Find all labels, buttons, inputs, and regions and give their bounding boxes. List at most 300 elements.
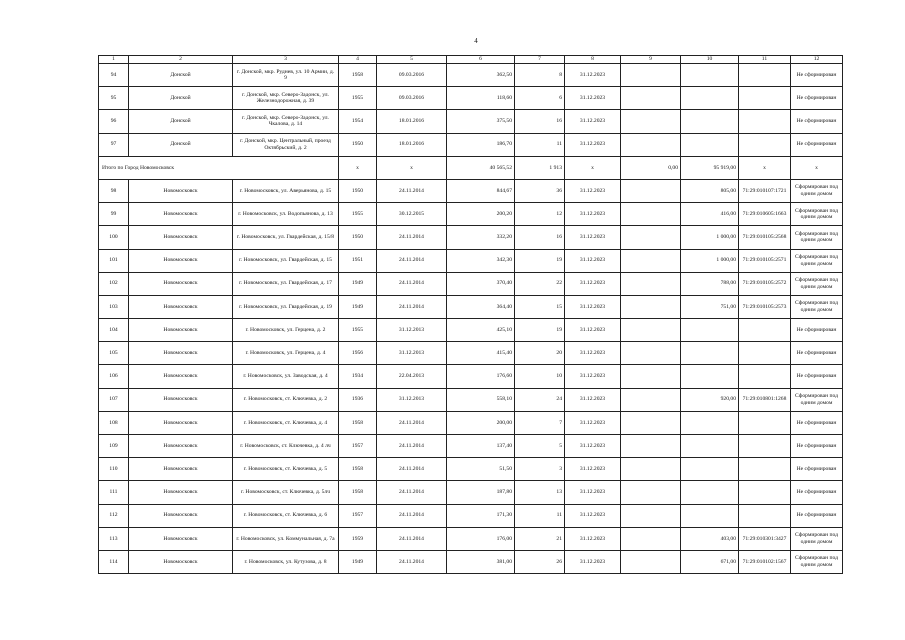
area-cell: 200,00 — [447, 411, 515, 434]
deadline-cell: 31.12.2023 — [565, 388, 621, 411]
cadastral-number-cell: 71:29:010105:2573 — [739, 295, 791, 318]
cadastral-number-cell — [739, 133, 791, 156]
page-number: 4 — [474, 37, 478, 45]
col9-cell — [621, 550, 681, 573]
residents-cell: 19 — [515, 319, 565, 342]
cadastral-number-cell — [739, 504, 791, 527]
residents-cell: 16 — [515, 226, 565, 249]
subtotal-area: 40 565,52 — [447, 156, 515, 179]
deadline-cell: 31.12.2023 — [565, 179, 621, 202]
address-cell: г. Новомосковск, ул. Гвардейская, д. 19 — [233, 295, 339, 318]
date-cell: 24.11.2014 — [377, 295, 447, 318]
cadastral-number-cell — [739, 87, 791, 110]
land-area-cell — [681, 133, 739, 156]
table-row — [99, 458, 843, 481]
column-header: 2 — [129, 56, 233, 64]
land-status-cell: Не сформирован — [791, 435, 843, 458]
column-header: 6 — [447, 56, 515, 64]
subtotal-col9: 0,00 — [621, 156, 681, 179]
row-number: 95 — [99, 87, 129, 110]
municipality-cell: Донской — [129, 64, 233, 87]
date-cell: 24.11.2014 — [377, 458, 447, 481]
land-status-cell: Сформирован под одним домом — [791, 272, 843, 295]
land-area-cell: 920,00 — [681, 388, 739, 411]
build-year-cell: 1936 — [339, 388, 377, 411]
area-cell: 844,67 — [447, 179, 515, 202]
address-cell: г. Новомосковск, ст. Ключевка, д. 6 — [233, 504, 339, 527]
deadline-cell: 31.12.2023 — [565, 481, 621, 504]
cadastral-number-cell — [739, 435, 791, 458]
land-status-cell: Сформирован под одним домом — [791, 249, 843, 272]
col9-cell — [621, 110, 681, 133]
row-number: 97 — [99, 133, 129, 156]
build-year-cell: 1955 — [339, 319, 377, 342]
address-cell: г. Новомосковск, ул. Герцена, д. 2 — [233, 319, 339, 342]
table-row — [99, 110, 843, 133]
municipality-cell: Новомосковск — [129, 319, 233, 342]
land-area-cell — [681, 110, 739, 133]
row-number: 112 — [99, 504, 129, 527]
date-cell: 09.03.2016 — [377, 87, 447, 110]
row-number: 102 — [99, 272, 129, 295]
table-row — [99, 64, 843, 87]
table-row — [99, 481, 843, 504]
table-row — [99, 203, 843, 226]
build-year-cell: 1951 — [339, 249, 377, 272]
land-area-cell: 1 000,00 — [681, 249, 739, 272]
municipality-cell: Новомосковск — [129, 226, 233, 249]
row-number: 96 — [99, 110, 129, 133]
subtotal-deadline: x — [565, 156, 621, 179]
deadline-cell: 31.12.2023 — [565, 550, 621, 573]
area-cell: 332,20 — [447, 226, 515, 249]
address-cell: г. Новомосковск, ул. Кутузова, д. 8 — [233, 550, 339, 573]
build-year-cell: 1955 — [339, 87, 377, 110]
land-status-cell: Не сформирован — [791, 64, 843, 87]
land-status-cell: Сформирован под одним домом — [791, 203, 843, 226]
address-cell: г. Новомосковск, ст. Ключевка, д. 5лч — [233, 481, 339, 504]
municipality-cell: Новомосковск — [129, 435, 233, 458]
cadastral-number-cell — [739, 411, 791, 434]
col9-cell — [621, 411, 681, 434]
build-year-cell: 1958 — [339, 411, 377, 434]
housing-registry-table — [98, 55, 843, 574]
row-number: 110 — [99, 458, 129, 481]
deadline-cell: 31.12.2023 — [565, 527, 621, 550]
deadline-cell: 31.12.2023 — [565, 411, 621, 434]
address-cell: г. Новомосковск, ст. Ключевка, д. 5 — [233, 458, 339, 481]
col9-cell — [621, 365, 681, 388]
column-header: 11 — [739, 56, 791, 64]
column-header: 4 — [339, 56, 377, 64]
row-number: 109 — [99, 435, 129, 458]
table-row — [99, 319, 843, 342]
land-status-cell: Сформирован под одним домом — [791, 527, 843, 550]
deadline-cell: 31.12.2023 — [565, 64, 621, 87]
land-status-cell: Не сформирован — [791, 87, 843, 110]
residents-cell: 22 — [515, 272, 565, 295]
table-row — [99, 527, 843, 550]
date-cell: 31.12.2013 — [377, 319, 447, 342]
table-row — [99, 365, 843, 388]
column-header: 3 — [233, 56, 339, 64]
build-year-cell: 1949 — [339, 550, 377, 573]
build-year-cell: 1957 — [339, 504, 377, 527]
municipality-cell: Новомосковск — [129, 365, 233, 388]
land-area-cell: 751,00 — [681, 295, 739, 318]
deadline-cell: 31.12.2023 — [565, 203, 621, 226]
cadastral-number-cell: 71:29:010105:2568 — [739, 226, 791, 249]
residents-cell: 11 — [515, 133, 565, 156]
land-status-cell: Не сформирован — [791, 342, 843, 365]
cadastral-number-cell: 71:29:010605:1663 — [739, 203, 791, 226]
address-cell: г. Новомосковск, ул. Заводская, д. 4 — [233, 365, 339, 388]
column-header: 10 — [681, 56, 739, 64]
build-year-cell: 1959 — [339, 527, 377, 550]
area-cell: 415,40 — [447, 342, 515, 365]
table-row — [99, 388, 843, 411]
date-cell: 24.11.2014 — [377, 226, 447, 249]
land-status-cell: Сформирован под одним домом — [791, 226, 843, 249]
cadastral-number-cell: 71:29:010301:3427 — [739, 527, 791, 550]
col9-cell — [621, 133, 681, 156]
land-status-cell: Сформирован под одним домом — [791, 179, 843, 202]
address-cell: г. Новомосковск, ст. Ключевка, д. 4 лч — [233, 435, 339, 458]
date-cell: 24.11.2014 — [377, 550, 447, 573]
column-header: 7 — [515, 56, 565, 64]
build-year-cell: 1950 — [339, 133, 377, 156]
table-row — [99, 87, 843, 110]
area-cell: 171,30 — [447, 504, 515, 527]
table-row — [99, 342, 843, 365]
row-number: 101 — [99, 249, 129, 272]
col9-cell — [621, 319, 681, 342]
cadastral-number-cell — [739, 481, 791, 504]
date-cell: 31.12.2013 — [377, 388, 447, 411]
row-number: 111 — [99, 481, 129, 504]
land-area-cell: 416,00 — [681, 203, 739, 226]
residents-cell: 24 — [515, 388, 565, 411]
residents-cell: 21 — [515, 527, 565, 550]
residents-cell: 19 — [515, 249, 565, 272]
subtotal-status: x — [791, 156, 843, 179]
table-row — [99, 133, 843, 156]
build-year-cell: 1958 — [339, 458, 377, 481]
date-cell: 24.11.2014 — [377, 527, 447, 550]
residents-cell: 11 — [515, 504, 565, 527]
residents-cell: 36 — [515, 179, 565, 202]
row-number: 94 — [99, 64, 129, 87]
deadline-cell: 31.12.2023 — [565, 365, 621, 388]
row-number: 103 — [99, 295, 129, 318]
land-status-cell: Не сформирован — [791, 481, 843, 504]
deadline-cell: 31.12.2023 — [565, 249, 621, 272]
date-cell: 24.11.2014 — [377, 179, 447, 202]
cadastral-number-cell — [739, 319, 791, 342]
cadastral-number-cell: 71:29:010801:1268 — [739, 388, 791, 411]
land-area-cell: 1 000,00 — [681, 226, 739, 249]
col9-cell — [621, 504, 681, 527]
land-area-cell: 805,00 — [681, 179, 739, 202]
date-cell: 22.04.2013 — [377, 365, 447, 388]
residents-cell: 3 — [515, 458, 565, 481]
land-area-cell — [681, 504, 739, 527]
date-cell: 24.11.2014 — [377, 435, 447, 458]
build-year-cell: 1955 — [339, 203, 377, 226]
col9-cell — [621, 435, 681, 458]
address-cell: г. Новомосковск, ул. Водопьянова, д. 13 — [233, 203, 339, 226]
date-cell: 18.01.2016 — [377, 133, 447, 156]
land-area-cell: 403,00 — [681, 527, 739, 550]
municipality-cell: Новомосковск — [129, 203, 233, 226]
column-header: 8 — [565, 56, 621, 64]
build-year-cell: 1957 — [339, 435, 377, 458]
table-row — [99, 550, 843, 573]
col9-cell — [621, 342, 681, 365]
address-cell: г. Новомосковск, ул. Герцена, д. 4 — [233, 342, 339, 365]
municipality-cell: Донской — [129, 133, 233, 156]
subtotal-date: x — [377, 156, 447, 179]
deadline-cell: 31.12.2023 — [565, 226, 621, 249]
row-number: 98 — [99, 179, 129, 202]
address-cell: г. Новомосковск, ул. Гвардейская, д. 15 — [233, 249, 339, 272]
land-area-cell — [681, 481, 739, 504]
address-cell: г. Новомосковск, ст. Ключевка, д. 4 — [233, 411, 339, 434]
area-cell: 362,50 — [447, 64, 515, 87]
date-cell: 18.01.2016 — [377, 110, 447, 133]
land-status-cell: Не сформирован — [791, 504, 843, 527]
deadline-cell: 31.12.2023 — [565, 435, 621, 458]
cadastral-number-cell: 71:29:010102:1567 — [739, 550, 791, 573]
col9-cell — [621, 527, 681, 550]
subtotal-col11: x — [739, 156, 791, 179]
date-cell: 24.11.2014 — [377, 272, 447, 295]
area-cell: 425,10 — [447, 319, 515, 342]
area-cell: 137,40 — [447, 435, 515, 458]
municipality-cell: Новомосковск — [129, 481, 233, 504]
area-cell: 186,70 — [447, 133, 515, 156]
col9-cell — [621, 87, 681, 110]
area-cell: 187,80 — [447, 481, 515, 504]
cadastral-number-cell — [739, 365, 791, 388]
municipality-cell: Донской — [129, 87, 233, 110]
land-area-cell: 671,00 — [681, 550, 739, 573]
date-cell: 09.03.2016 — [377, 64, 447, 87]
build-year-cell: 1958 — [339, 481, 377, 504]
municipality-cell: Новомосковск — [129, 295, 233, 318]
col9-cell — [621, 388, 681, 411]
land-status-cell: Не сформирован — [791, 411, 843, 434]
table-body — [99, 64, 843, 574]
residents-cell: 8 — [515, 64, 565, 87]
deadline-cell: 31.12.2023 — [565, 110, 621, 133]
municipality-cell: Новомосковск — [129, 458, 233, 481]
build-year-cell: 1949 — [339, 272, 377, 295]
date-cell: 24.11.2014 — [377, 504, 447, 527]
row-number: 99 — [99, 203, 129, 226]
deadline-cell: 31.12.2023 — [565, 342, 621, 365]
land-area-cell — [681, 458, 739, 481]
row-number: 104 — [99, 319, 129, 342]
land-status-cell: Сформирован под одним домом — [791, 550, 843, 573]
land-area-cell — [681, 64, 739, 87]
deadline-cell: 31.12.2023 — [565, 272, 621, 295]
build-year-cell: 1958 — [339, 64, 377, 87]
deadline-cell: 31.12.2023 — [565, 458, 621, 481]
municipality-cell: Новомосковск — [129, 550, 233, 573]
cadastral-number-cell — [739, 110, 791, 133]
area-cell: 370,40 — [447, 272, 515, 295]
build-year-cell: 1950 — [339, 226, 377, 249]
build-year-cell: 1934 — [339, 365, 377, 388]
row-number: 114 — [99, 550, 129, 573]
column-number-row — [99, 56, 843, 64]
column-header: 12 — [791, 56, 843, 64]
col9-cell — [621, 64, 681, 87]
subtotal-row — [99, 156, 843, 179]
land-area-cell — [681, 87, 739, 110]
deadline-cell: 31.12.2023 — [565, 133, 621, 156]
municipality-cell: Новомосковск — [129, 411, 233, 434]
date-cell: 24.11.2014 — [377, 481, 447, 504]
col9-cell — [621, 179, 681, 202]
municipality-cell: Донской — [129, 110, 233, 133]
residents-cell: 15 — [515, 295, 565, 318]
cadastral-number-cell — [739, 342, 791, 365]
area-cell: 200,20 — [447, 203, 515, 226]
residents-cell: 10 — [515, 365, 565, 388]
residents-cell: 13 — [515, 481, 565, 504]
subtotal-count: 1 913 — [515, 156, 565, 179]
col9-cell — [621, 458, 681, 481]
municipality-cell: Новомосковск — [129, 388, 233, 411]
col9-cell — [621, 226, 681, 249]
residents-cell: 6 — [515, 87, 565, 110]
residents-cell: 5 — [515, 435, 565, 458]
municipality-cell: Новомосковск — [129, 179, 233, 202]
address-cell: г. Новомосковск, ул. Коммунальная, д. 7а — [233, 527, 339, 550]
build-year-cell: 1949 — [339, 295, 377, 318]
municipality-cell: Новомосковск — [129, 272, 233, 295]
residents-cell: 12 — [515, 203, 565, 226]
land-status-cell: Не сформирован — [791, 365, 843, 388]
area-cell: 342,30 — [447, 249, 515, 272]
row-number: 107 — [99, 388, 129, 411]
column-header: 5 — [377, 56, 447, 64]
row-number: 100 — [99, 226, 129, 249]
subtotal-label: Итого по Город Новомосковск — [99, 156, 339, 179]
land-area-cell — [681, 411, 739, 434]
land-area-cell — [681, 342, 739, 365]
area-cell: 558,10 — [447, 388, 515, 411]
address-cell: г. Новомосковск, ст. Ключевка, д. 2 — [233, 388, 339, 411]
address-cell: г. Донской, мкр. Северо-Задонск, ул. Железнодорожная, д. 39 — [233, 87, 339, 110]
table-row — [99, 226, 843, 249]
residents-cell: 16 — [515, 110, 565, 133]
municipality-cell: Новомосковск — [129, 527, 233, 550]
col9-cell — [621, 249, 681, 272]
area-cell: 51,50 — [447, 458, 515, 481]
area-cell: 364,40 — [447, 295, 515, 318]
area-cell: 375,50 — [447, 110, 515, 133]
residents-cell: 7 — [515, 411, 565, 434]
land-area-cell — [681, 435, 739, 458]
deadline-cell: 31.12.2023 — [565, 87, 621, 110]
cadastral-number-cell — [739, 458, 791, 481]
land-status-cell: Не сформирован — [791, 458, 843, 481]
residents-cell: 20 — [515, 342, 565, 365]
residents-cell: 26 — [515, 550, 565, 573]
build-year-cell: 1954 — [339, 110, 377, 133]
address-cell: г. Новомосковск, ул. Гвардейская, д. 17 — [233, 272, 339, 295]
table-row — [99, 272, 843, 295]
date-cell: 31.12.2013 — [377, 342, 447, 365]
land-area-cell — [681, 319, 739, 342]
col9-cell — [621, 203, 681, 226]
table-row — [99, 179, 843, 202]
subtotal-col10: 95 919,00 — [681, 156, 739, 179]
date-cell: 24.11.2014 — [377, 411, 447, 434]
municipality-cell: Новомосковск — [129, 504, 233, 527]
land-status-cell: Сформирован под одним домом — [791, 388, 843, 411]
address-cell: г. Донской, мкр. Центральный, проезд Октябрьский, д. 2 — [233, 133, 339, 156]
cadastral-number-cell: 71:29:010105:2571 — [739, 249, 791, 272]
table-row — [99, 295, 843, 318]
table-row — [99, 435, 843, 458]
area-cell: 118,60 — [447, 87, 515, 110]
land-status-cell: Не сформирован — [791, 110, 843, 133]
address-cell: г. Донской, мкр. Северо-Задонск, ул. Чкалова, д. 14 — [233, 110, 339, 133]
subtotal-year: x — [339, 156, 377, 179]
municipality-cell: Новомосковск — [129, 249, 233, 272]
column-header: 9 — [621, 56, 681, 64]
cadastral-number-cell: 71:29:010107:1721 — [739, 179, 791, 202]
col9-cell — [621, 295, 681, 318]
address-cell: г. Донской, мкр. Руднев, ул. 10 Армии, д. 9 — [233, 64, 339, 87]
address-cell: г. Новомосковск, ул. Аверьянова, д. 15 — [233, 179, 339, 202]
area-cell: 381,00 — [447, 550, 515, 573]
row-number: 108 — [99, 411, 129, 434]
date-cell: 24.11.2014 — [377, 249, 447, 272]
land-area-cell — [681, 365, 739, 388]
municipality-cell: Новомосковск — [129, 342, 233, 365]
area-cell: 176,60 — [447, 365, 515, 388]
deadline-cell: 31.12.2023 — [565, 504, 621, 527]
row-number: 113 — [99, 527, 129, 550]
address-cell: г. Новомосковск, ул. Гвардейская, д. 15/8 — [233, 226, 339, 249]
col9-cell — [621, 481, 681, 504]
cadastral-number-cell: 71:29:010105:2572 — [739, 272, 791, 295]
build-year-cell: 1950 — [339, 179, 377, 202]
col9-cell — [621, 272, 681, 295]
deadline-cell: 31.12.2023 — [565, 319, 621, 342]
row-number: 105 — [99, 342, 129, 365]
land-status-cell: Не сформирован — [791, 133, 843, 156]
cadastral-number-cell — [739, 64, 791, 87]
table-row — [99, 249, 843, 272]
area-cell: 176,00 — [447, 527, 515, 550]
row-number: 106 — [99, 365, 129, 388]
column-header: 1 — [99, 56, 129, 64]
build-year-cell: 1956 — [339, 342, 377, 365]
land-area-cell: 788,00 — [681, 272, 739, 295]
table-row — [99, 411, 843, 434]
land-status-cell: Не сформирован — [791, 319, 843, 342]
deadline-cell: 31.12.2023 — [565, 295, 621, 318]
land-status-cell: Сформирован под одним домом — [791, 295, 843, 318]
table-header — [99, 56, 843, 64]
date-cell: 30.12.2015 — [377, 203, 447, 226]
